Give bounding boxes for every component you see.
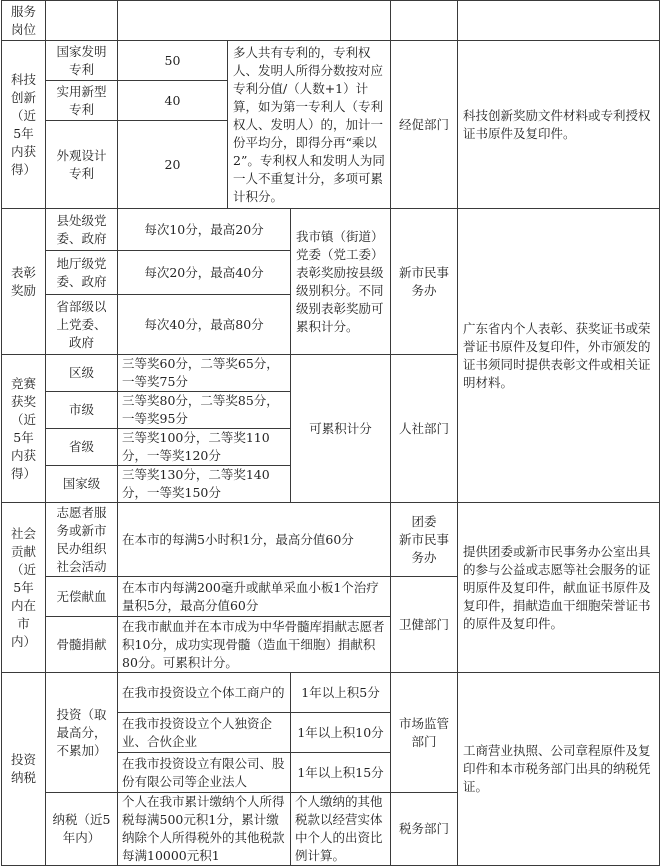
dept-cell: 人社部门 <box>391 355 458 503</box>
invest-desc-cell: 在我市投资设立个体工商户的 <box>118 673 291 713</box>
sub-item-label: 省部级以 上党委、 政府 <box>46 295 118 355</box>
docs-cell: 科技创新奖励文件材料或专利授权证书原件及复印件。 <box>458 41 660 209</box>
score-cell: 50 <box>118 41 228 81</box>
category-invest: 投资 纳税 <box>2 673 46 866</box>
score-cell: 每次10分，最高20分 <box>118 209 291 251</box>
docs-cell-shared: 广东省内个人表彰、获奖证书或荣誉证书原件及复印件，外市颁发的证书须同时提供表彰文件或相关证明材料。 <box>458 209 660 503</box>
category-social: 社会 贡献 （近 5年 内在 市 内） <box>2 503 46 673</box>
tax-desc-cell: 个人在我市累计缴纳个人所得税每满500元积1分，累计缴纳除个人所得税外的其他税款每满10000元积1 <box>118 793 291 866</box>
sub-item-label: 骨髓捐献 <box>46 617 118 673</box>
sub-item-label: 外观设计 专利 <box>46 121 118 209</box>
score-cell: 在我市献血并在本市成为中华骨髓库捐献志愿者积10分，成功实现骨髓（造血干细胞）捐献积80分。可累积计分。 <box>118 617 391 673</box>
points-table <box>1 0 660 866</box>
score-cell: 三等奖80分，二等奖85分， 一等奖95分 <box>118 392 291 429</box>
sub-item-label: 纳税（近5 年内） <box>46 793 118 866</box>
dept-cell: 经促部门 <box>391 41 458 209</box>
dept-cell: 市场监管 部门 <box>391 673 458 793</box>
category-honor: 表彰 奖励 <box>2 209 46 355</box>
rule-cell: 多人共有专利的，专利权人、发明人所得分数按对应专利分值/（人数+1）计算，如为第一专利人（专利权人、发明人）的，加计一份平均分，即得分再“乘以2”。专利权人和发明人为同一人不重复计分，多项可累计积分。 <box>228 41 391 209</box>
score-cell: 20 <box>118 121 228 209</box>
dept-cell: 新市民事 务办 <box>391 209 458 355</box>
score-cell: 三等奖100分，二等奖110 分，一等奖120分 <box>118 429 291 466</box>
sub-item-label: 无偿献血 <box>46 577 118 617</box>
sub-item-label: 国家级 <box>46 466 118 503</box>
dept-cell: 团委 新市民事 务办 <box>391 503 458 577</box>
sub-item-label: 区级 <box>46 355 118 392</box>
score-cell: 1年以上积15分 <box>291 753 391 793</box>
rule-cell: 个人缴纳的其他税款以经营实体中个人的出资比例计算。 <box>291 793 391 866</box>
score-cell: 40 <box>118 81 228 121</box>
docs-cell: 工商营业执照、公司章程原件及复印件和本市税务部门出具的纳税凭证。 <box>458 673 660 866</box>
score-cell: 1年以上积5分 <box>291 673 391 713</box>
score-cell: 在本市内每满200毫升或献单采血小板1个治疗量积5分，最高分值60分 <box>118 577 391 617</box>
cell-empty <box>118 1 391 41</box>
score-cell: 每次20分，最高40分 <box>118 251 291 295</box>
sub-item-label: 志愿者服 务或新市 民办组织 社会活动 <box>46 503 118 577</box>
dept-cell: 税务部门 <box>391 793 458 866</box>
category-tech: 科技 创新（近 5年 内获 得） <box>2 41 46 209</box>
rule-cell: 可累积计分 <box>291 355 391 503</box>
rule-cell: 我市镇（街道）党委（党工委）表彰奖励按县级级别积分。不同级别表彰奖励可累积计分。 <box>291 209 391 355</box>
cell-empty <box>46 1 118 41</box>
cell-empty <box>458 1 660 41</box>
sub-item-label: 省级 <box>46 429 118 466</box>
sub-item-label: 市级 <box>46 392 118 429</box>
score-cell: 每次40分，最高80分 <box>118 295 291 355</box>
invest-desc-cell: 在我市投资设立有限公司、股份有限公司等企业法人 <box>118 753 291 793</box>
category-contest: 竞赛 获奖 （近 5年 内获 得） <box>2 355 46 503</box>
cell-empty <box>391 1 458 41</box>
sub-item-label: 县处级党 委、政府 <box>46 209 118 251</box>
sub-item-label: 地厅级党 委、政府 <box>46 251 118 295</box>
dept-cell: 卫健部门 <box>391 577 458 673</box>
sub-item-label: 投资（取 最高分， 不累加） <box>46 673 118 793</box>
sub-item-label: 国家发明 专利 <box>46 41 118 81</box>
table-row <box>2 673 660 713</box>
table-row <box>2 209 660 251</box>
score-cell: 三等奖130分，二等奖140 分，一等奖150分 <box>118 466 291 503</box>
score-cell: 三等奖60分，二等奖65分， 一等奖75分 <box>118 355 291 392</box>
sub-item-label: 实用新型 专利 <box>46 81 118 121</box>
score-cell: 1年以上积10分 <box>291 713 391 753</box>
table-row <box>2 41 660 81</box>
invest-desc-cell: 在我市投资设立个人独资企业、合伙企业 <box>118 713 291 753</box>
category-service-post: 服务 岗位 <box>2 1 46 41</box>
table-row <box>2 503 660 577</box>
score-cell: 在本市的每满5小时积1分，最高分值60分 <box>118 503 391 577</box>
docs-cell: 提供团委或新市民事务办公室出具的参与公益或志愿等社会服务的证明原件及复印件，献血证书原件及复印件，捐献造血干细胞荣誉证书的原件及复印件。 <box>458 503 660 673</box>
row-service-post <box>2 1 660 41</box>
